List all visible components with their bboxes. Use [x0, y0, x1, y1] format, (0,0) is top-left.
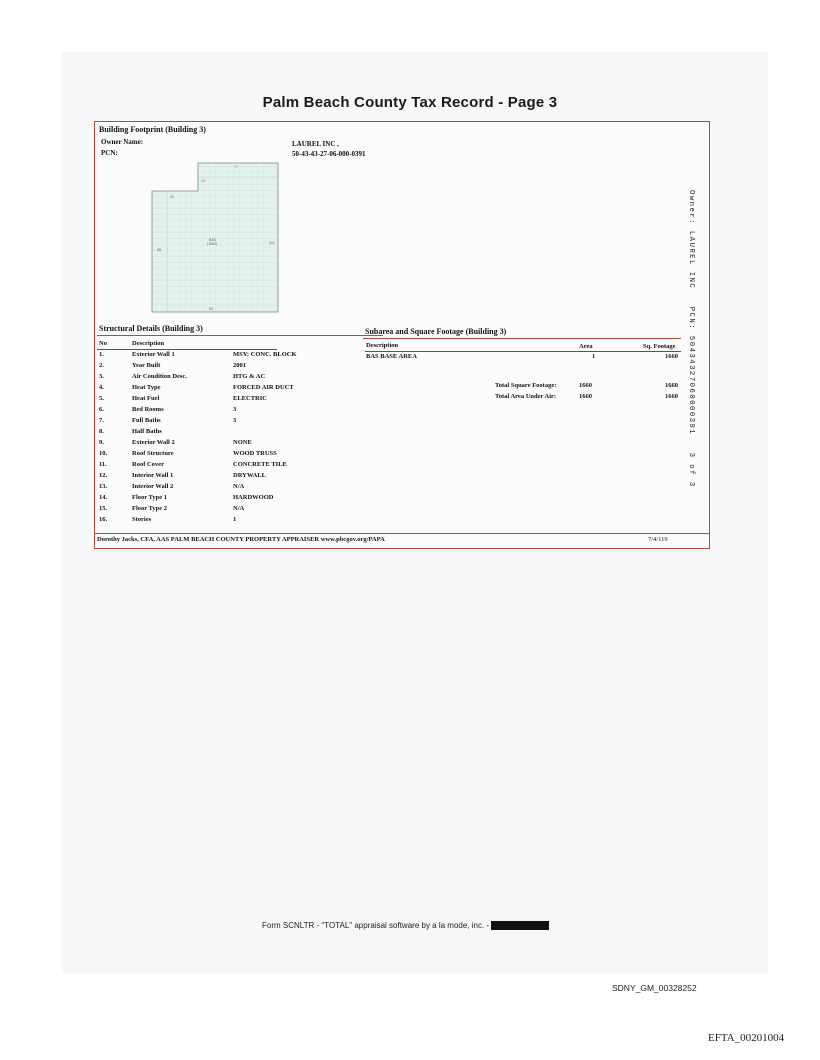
plan-area-label: BAS	[209, 238, 217, 242]
efta-number: EFTA_00201004	[708, 1032, 785, 1044]
plan-area-label: (1660)	[207, 242, 218, 246]
total-air-value: 1660	[665, 393, 678, 400]
table-row: 9. Exterior Wall 2 NONE	[99, 439, 252, 446]
divider	[95, 533, 709, 534]
footprint-heading: Building Footprint (Building 3)	[99, 125, 206, 134]
subarea-row-area: 1	[592, 353, 596, 360]
plan-dimension-label: 88	[157, 248, 161, 252]
table-row: 14. Floor Type 1 HARDWOOD	[99, 494, 274, 501]
pcn-label: PCN:	[101, 149, 118, 157]
table-row: 5. Heat Fuel ELECTRIC	[99, 395, 267, 402]
bates-number: SDNY_GM_00328252	[612, 983, 697, 993]
col-no-header: No	[99, 340, 107, 347]
structural-heading: Structural Details (Building 3)	[99, 324, 203, 333]
total-air-label: Total Area Under Air:	[495, 393, 557, 400]
divider	[365, 351, 681, 352]
subarea-row-sqft: 1660	[665, 353, 678, 360]
tax-record-panel	[94, 121, 710, 549]
divider	[97, 335, 383, 336]
divider	[363, 338, 681, 339]
side-owner: Owner: LAUREL INC	[687, 190, 695, 290]
side-caption	[683, 190, 695, 488]
total-sqft-value: 1660	[665, 382, 678, 389]
owner-name-value: LAUREL INC ,	[292, 140, 339, 148]
table-row: 7. Full Baths 3	[99, 417, 237, 424]
plan-dimension-label: 101	[269, 241, 275, 245]
divider	[97, 349, 277, 350]
total-air-area: 1660	[579, 393, 592, 400]
total-sqft-area: 1660	[579, 382, 592, 389]
total-sqft-label: Total Square Footage:	[495, 382, 557, 389]
col-description-header: Description	[132, 340, 165, 347]
table-row: 11. Roof Cover CONCRETE TILE	[99, 461, 287, 468]
table-row: 12. Interior Wall 1 DRYWALL	[99, 472, 266, 479]
subarea-heading: Subarea and Square Footage (Building 3)	[365, 327, 507, 336]
table-row: 4. Heat Type FORCED AIR DUCT	[99, 384, 294, 391]
table-row: 15. Floor Type 2 N/A	[99, 505, 245, 512]
table-row: 10. Roof Structure WOOD TRUSS	[99, 450, 277, 457]
subarea-col-area: Area	[579, 343, 593, 350]
footer-date: 7/4/119	[648, 536, 668, 543]
subarea-col-description: Description	[366, 342, 399, 349]
plan-dimension-label: 77	[234, 165, 238, 169]
table-row: 8. Half Baths	[99, 428, 162, 435]
table-row: 16. Stories 1	[99, 516, 237, 523]
building-footprint-diagram	[149, 160, 279, 314]
plan-dimension-label: 90	[209, 307, 213, 311]
plan-dimension-label: 11	[170, 195, 174, 199]
table-row: 3. Air Condition Desc. HTG & AC	[99, 373, 266, 380]
page-title: Palm Beach County Tax Record - Page 3	[262, 94, 558, 111]
side-pcn: PCN: 50434327060000391	[687, 306, 695, 436]
appraiser-footer: Dorothy Jacks, CFA, AAS PALM BEACH COUNTY PROPERTY APPRAISER www.pbcgov.org/PAPA	[97, 536, 385, 543]
table-row: 1. Exterior Wall 1 MSY: CONC. BLOCK	[99, 351, 297, 358]
table-row: 2. Year Built 2001	[99, 362, 246, 369]
pcn-value: 50-43-43-27-06-000-0391	[292, 150, 366, 158]
subarea-col-sqft: Sq. Footage	[643, 343, 676, 350]
table-row: 6. Bed Rooms 3	[99, 406, 237, 413]
owner-name-label: Owner Name:	[101, 138, 144, 146]
plan-dimension-label: 13	[201, 179, 205, 183]
side-page: 3 of 3	[687, 452, 695, 488]
subarea-row-desc: BAS BASE AREA	[366, 353, 417, 360]
redaction-bar	[491, 921, 549, 930]
table-row: 13. Interior Wall 2 N/A	[99, 483, 245, 490]
form-note: Form SCNLTR - "TOTAL" appraisal software by a la mode, inc. -	[262, 921, 549, 930]
